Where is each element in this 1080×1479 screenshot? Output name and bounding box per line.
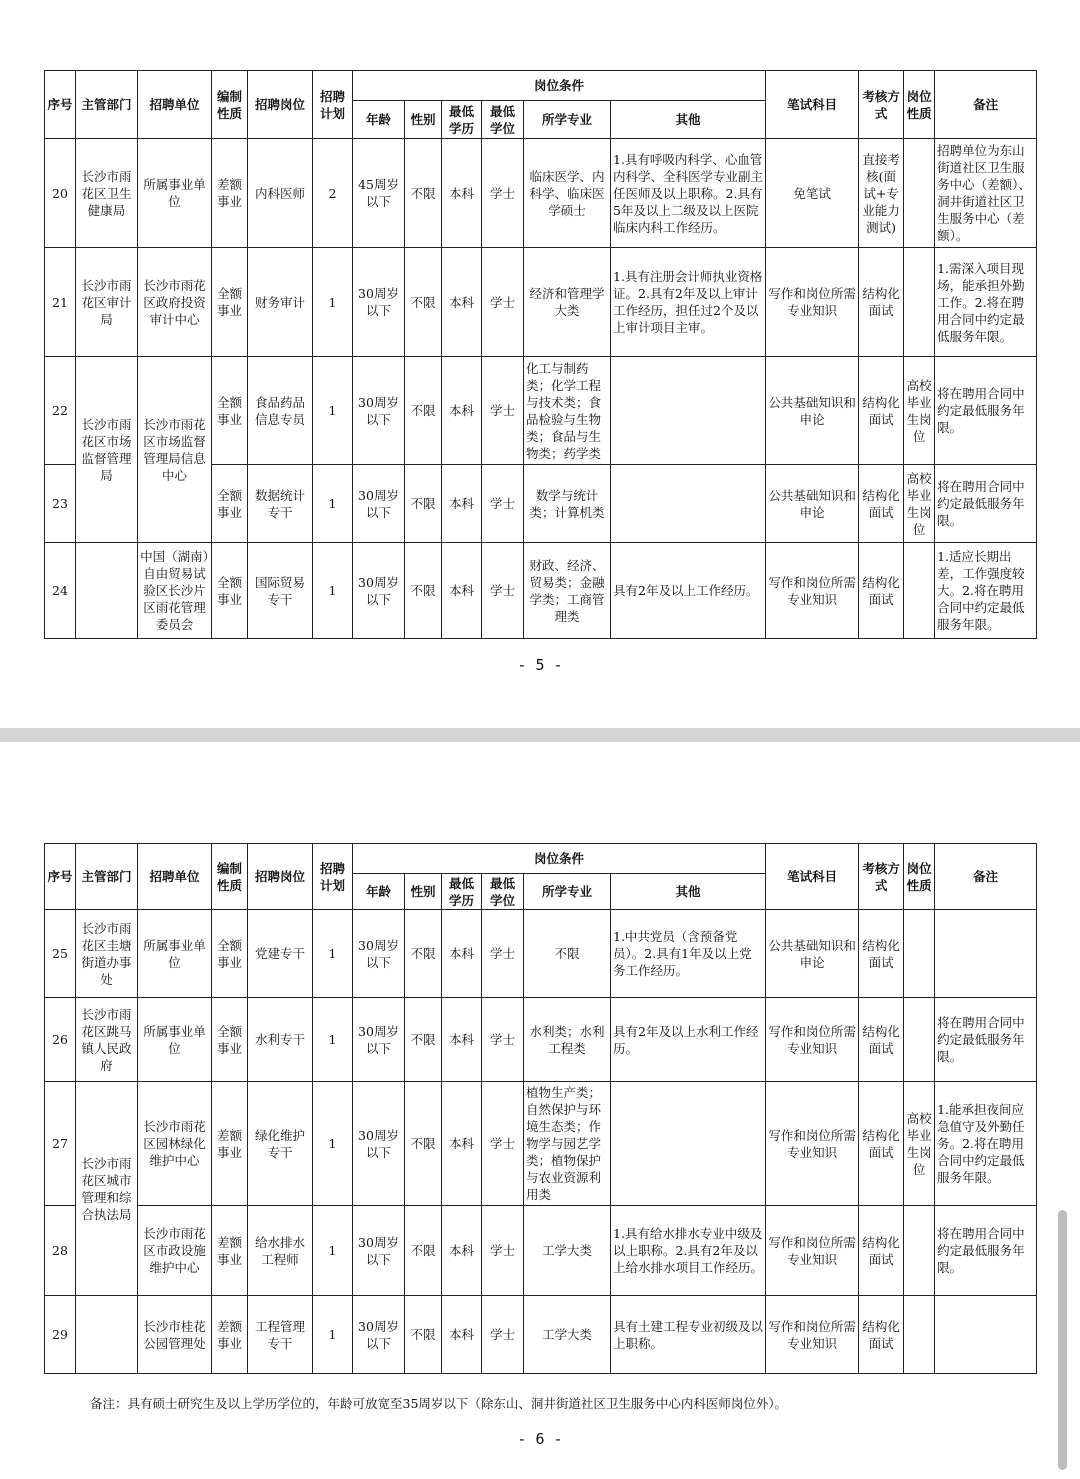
cell-unit: 长沙市雨花区园林绿化维护中心 (138, 1082, 212, 1206)
cell-nature: 差额事业 (212, 1206, 248, 1296)
cell-plan: 1 (313, 357, 353, 465)
cell-age: 30周岁以下 (353, 998, 405, 1082)
cell-remark (935, 1296, 1037, 1374)
cell-remark: 1.需深入项目现场，能承担外勤工作。2.将在聘用合同中约定最低服务年限。 (935, 248, 1037, 357)
header-remark: 备注 (935, 844, 1037, 910)
header-gender: 性别 (405, 101, 442, 139)
cell-postnature (904, 1296, 935, 1374)
page-number: - 5 - (517, 656, 563, 674)
cell-postnature (904, 139, 935, 248)
header-unit: 招聘单位 (138, 844, 212, 910)
header-age: 年龄 (353, 101, 405, 139)
cell-seq: 28 (45, 1206, 76, 1296)
cell-edu: 本科 (442, 357, 482, 465)
cell-exam: 写作和岗位所需专业知识 (766, 1296, 859, 1374)
cell-assess: 结构化面试 (859, 1082, 904, 1206)
cell-other: 具有土建工程专业初级及以上职称。 (611, 1296, 766, 1374)
cell-seq: 26 (45, 998, 76, 1082)
cell-assess: 结构化面试 (859, 357, 904, 465)
header-post: 招聘岗位 (248, 71, 313, 139)
cell-unit: 所属事业单位 (138, 139, 212, 248)
cell-major: 临床医学、内科学、临床医学硕士 (524, 139, 611, 248)
cell-other (611, 1082, 766, 1206)
header-assess: 考核方式 (859, 71, 904, 139)
header-degree: 最低学位 (482, 101, 524, 139)
cell-nature: 全额事业 (212, 543, 248, 639)
cell-seq: 22 (45, 357, 76, 465)
cell-seq: 25 (45, 910, 76, 998)
cell-age: 30周岁以下 (353, 1082, 405, 1206)
cell-edu: 本科 (442, 543, 482, 639)
scrollbar-thumb[interactable] (1058, 1210, 1067, 1470)
header-conditions: 岗位条件 (353, 844, 766, 874)
cell-other: 1.具有呼吸内科学、心血管内科学、全科医学专业副主任医师及以上职称。2.具有5年及以上二级及以上医院临床内科工作经历。 (611, 139, 766, 248)
cell-assess: 结构化面试 (859, 465, 904, 543)
cell-dept: 长沙市雨花区卫生健康局 (76, 139, 138, 248)
cell-nature: 差额事业 (212, 1296, 248, 1374)
cell-age: 30周岁以下 (353, 543, 405, 639)
cell-gender: 不限 (405, 1206, 442, 1296)
cell-nature: 全额事业 (212, 998, 248, 1082)
cell-dept (76, 543, 138, 639)
cell-gender: 不限 (405, 465, 442, 543)
cell-exam: 写作和岗位所需专业知识 (766, 1082, 859, 1206)
cell-degree: 学士 (482, 1082, 524, 1206)
cell-other: 1.具有给水排水专业中级及以上职称。2.具有2年及以上给水排水项目工作经历。 (611, 1206, 766, 1296)
cell-exam: 写作和岗位所需专业知识 (766, 543, 859, 639)
cell-gender: 不限 (405, 1082, 442, 1206)
cell-other: 1.中共党员（含预备党员）。2.具有1年及以上党务工作经历。 (611, 910, 766, 998)
cell-unit: 长沙市雨花区市场监督管理局信息中心 (138, 357, 212, 543)
cell-remark: 1.能承担夜间应急值守及外勤任务。2.将在聘用合同中约定最低服务年限。 (935, 1082, 1037, 1206)
cell-edu: 本科 (442, 1082, 482, 1206)
cell-gender: 不限 (405, 248, 442, 357)
cell-other: 1.具有注册会计师执业资格证。2.具有2年及以上审计工作经历，担任过2个及以上审计项目主审。 (611, 248, 766, 357)
header-dept: 主管部门 (76, 71, 138, 139)
header-exam: 笔试科目 (766, 71, 859, 139)
cell-exam: 公共基础知识和申论 (766, 357, 859, 465)
header-major: 所学专业 (524, 874, 611, 910)
cell-seq: 23 (45, 465, 76, 543)
page-number: - 6 - (517, 1430, 563, 1448)
cell-major: 数学与统计类；计算机类 (524, 465, 611, 543)
header-gender: 性别 (405, 874, 442, 910)
cell-exam: 公共基础知识和申论 (766, 465, 859, 543)
cell-dept: 长沙市雨花区圭塘街道办事处 (76, 910, 138, 998)
header-nature: 编制性质 (212, 844, 248, 910)
cell-nature: 全额事业 (212, 357, 248, 465)
cell-degree: 学士 (482, 465, 524, 543)
cell-postnature (904, 248, 935, 357)
cell-degree: 学士 (482, 1206, 524, 1296)
cell-unit: 长沙市雨花区市政设施维护中心 (138, 1206, 212, 1296)
cell-plan: 1 (313, 543, 353, 639)
table-row (45, 1082, 1037, 1206)
cell-age: 30周岁以下 (353, 1206, 405, 1296)
cell-exam: 写作和岗位所需专业知识 (766, 1206, 859, 1296)
cell-degree: 学士 (482, 543, 524, 639)
cell-other (611, 465, 766, 543)
cell-gender: 不限 (405, 139, 442, 248)
header-post: 招聘岗位 (248, 844, 313, 910)
cell-major: 经济和管理学大类 (524, 248, 611, 357)
header-dept: 主管部门 (76, 844, 138, 910)
cell-age: 30周岁以下 (353, 910, 405, 998)
cell-post: 数据统计专干 (248, 465, 313, 543)
header-nature: 编制性质 (212, 71, 248, 139)
header-postnature: 岗位性质 (904, 71, 935, 139)
cell-seq: 24 (45, 543, 76, 639)
cell-degree: 学士 (482, 998, 524, 1082)
table-row (45, 248, 1037, 357)
cell-edu: 本科 (442, 139, 482, 248)
cell-degree: 学士 (482, 357, 524, 465)
cell-major: 植物生产类；自然保护与环境生态类；作物学与园艺学类；植物保护与农业资源利用类 (524, 1082, 611, 1206)
cell-unit: 中国（湖南）自由贸易试验区长沙片区雨花管理委员会 (138, 543, 212, 639)
cell-unit: 长沙市雨花区政府投资审计中心 (138, 248, 212, 357)
header-edu: 最低学历 (442, 101, 482, 139)
cell-postnature: 高校毕业生岗位 (904, 465, 935, 543)
cell-post: 党建专干 (248, 910, 313, 998)
header-exam: 笔试科目 (766, 844, 859, 910)
header-plan: 招聘计划 (313, 844, 353, 910)
cell-assess: 结构化面试 (859, 1296, 904, 1374)
header-postnature: 岗位性质 (904, 844, 935, 910)
cell-plan: 1 (313, 998, 353, 1082)
table-row (45, 357, 1037, 465)
cell-plan: 1 (313, 465, 353, 543)
cell-gender: 不限 (405, 543, 442, 639)
cell-assess: 结构化面试 (859, 248, 904, 357)
cell-exam: 写作和岗位所需专业知识 (766, 248, 859, 357)
cell-degree: 学士 (482, 1296, 524, 1374)
header-remark: 备注 (935, 71, 1037, 139)
cell-postnature: 高校毕业生岗位 (904, 357, 935, 465)
cell-unit: 长沙市桂花公园管理处 (138, 1296, 212, 1374)
cell-plan: 1 (313, 248, 353, 357)
cell-post: 内科医师 (248, 139, 313, 248)
cell-unit: 所属事业单位 (138, 998, 212, 1082)
cell-exam: 免笔试 (766, 139, 859, 248)
table-row (45, 543, 1037, 639)
header-other: 其他 (611, 874, 766, 910)
cell-edu: 本科 (442, 248, 482, 357)
cell-age: 30周岁以下 (353, 1296, 405, 1374)
cell-postnature (904, 1206, 935, 1296)
cell-edu: 本科 (442, 465, 482, 543)
cell-nature: 差额事业 (212, 139, 248, 248)
cell-post: 给水排水工程师 (248, 1206, 313, 1296)
cell-other: 具有2年及以上工作经历。 (611, 543, 766, 639)
cell-remark: 将在聘用合同中约定最低服务年限。 (935, 357, 1037, 465)
cell-gender: 不限 (405, 357, 442, 465)
cell-nature: 全额事业 (212, 465, 248, 543)
cell-plan: 1 (313, 1296, 353, 1374)
cell-plan: 1 (313, 1082, 353, 1206)
header-unit: 招聘单位 (138, 71, 212, 139)
cell-nature: 全额事业 (212, 248, 248, 357)
cell-major: 财政、经济、贸易类；金融学类；工商管理类 (524, 543, 611, 639)
cell-major: 不限 (524, 910, 611, 998)
cell-other (611, 357, 766, 465)
cell-post: 工程管理专干 (248, 1296, 313, 1374)
cell-post: 绿化维护专干 (248, 1082, 313, 1206)
cell-nature: 差额事业 (212, 1082, 248, 1206)
cell-postnature (904, 998, 935, 1082)
cell-postnature (904, 543, 935, 639)
footnote: 备注：具有硕士研究生及以上学历学位的，年龄可放宽至35周岁以下（除东山、洞井街道社区卫生服务中心内科医师岗位外）。 (90, 1396, 788, 1411)
table-row (45, 1206, 1037, 1296)
cell-gender: 不限 (405, 1296, 442, 1374)
document-page-5 (0, 0, 1080, 728)
header-degree: 最低学位 (482, 874, 524, 910)
cell-degree: 学士 (482, 139, 524, 248)
cell-gender: 不限 (405, 998, 442, 1082)
cell-plan: 2 (313, 139, 353, 248)
cell-major: 水利类；水利工程类 (524, 998, 611, 1082)
cell-degree: 学士 (482, 910, 524, 998)
cell-dept: 长沙市雨花区城市管理和综合执法局 (76, 1082, 138, 1296)
cell-post: 国际贸易专干 (248, 543, 313, 639)
cell-remark: 1.适应长期出差，工作强度较大。2.将在聘用合同中约定最低服务年限。 (935, 543, 1037, 639)
cell-edu: 本科 (442, 910, 482, 998)
header-seq: 序号 (45, 71, 76, 139)
cell-assess: 直接考核(面试+专业能力测试) (859, 139, 904, 248)
cell-assess: 结构化面试 (859, 910, 904, 998)
cell-dept: 长沙市雨花区跳马镇人民政府 (76, 998, 138, 1082)
cell-post: 水利专干 (248, 998, 313, 1082)
cell-unit: 所属事业单位 (138, 910, 212, 998)
cell-assess: 结构化面试 (859, 543, 904, 639)
cell-remark (935, 910, 1037, 998)
cell-edu: 本科 (442, 998, 482, 1082)
cell-exam: 公共基础知识和申论 (766, 910, 859, 998)
header-assess: 考核方式 (859, 844, 904, 910)
header-conditions: 岗位条件 (353, 71, 766, 101)
table-row (45, 1296, 1037, 1374)
cell-other: 具有2年及以上水利工作经历。 (611, 998, 766, 1082)
page-separator (0, 728, 1080, 742)
cell-seq: 27 (45, 1082, 76, 1206)
cell-assess: 结构化面试 (859, 998, 904, 1082)
header-edu: 最低学历 (442, 874, 482, 910)
cell-assess: 结构化面试 (859, 1206, 904, 1296)
header-major: 所学专业 (524, 101, 611, 139)
cell-plan: 1 (313, 910, 353, 998)
table-row (45, 139, 1037, 248)
cell-age: 30周岁以下 (353, 465, 405, 543)
cell-age: 45周岁以下 (353, 139, 405, 248)
cell-age: 30周岁以下 (353, 248, 405, 357)
cell-dept (76, 1296, 138, 1374)
header-plan: 招聘计划 (313, 71, 353, 139)
cell-post: 财务审计 (248, 248, 313, 357)
cell-dept: 长沙市雨花区市场监督管理局 (76, 357, 138, 543)
cell-remark: 将在聘用合同中约定最低服务年限。 (935, 1206, 1037, 1296)
cell-postnature (904, 910, 935, 998)
cell-major: 工学大类 (524, 1296, 611, 1374)
cell-seq: 21 (45, 248, 76, 357)
cell-plan: 1 (313, 1206, 353, 1296)
cell-edu: 本科 (442, 1296, 482, 1374)
cell-major: 化工与制药类；化学工程与技术类；食品检验与生物类；食品与生物类；药学类 (524, 357, 611, 465)
cell-remark: 将在聘用合同中约定最低服务年限。 (935, 465, 1037, 543)
cell-postnature: 高校毕业生岗位 (904, 1082, 935, 1206)
cell-edu: 本科 (442, 1206, 482, 1296)
header-seq: 序号 (45, 844, 76, 910)
cell-exam: 写作和岗位所需专业知识 (766, 998, 859, 1082)
cell-degree: 学士 (482, 248, 524, 357)
cell-remark: 将在聘用合同中约定最低服务年限。 (935, 998, 1037, 1082)
header-other: 其他 (611, 101, 766, 139)
cell-major: 工学大类 (524, 1206, 611, 1296)
cell-seq: 29 (45, 1296, 76, 1374)
table-row (45, 910, 1037, 998)
cell-remark: 招聘单位为东山街道社区卫生服务中心（差额）、洞井街道社区卫生服务中心（差额）。 (935, 139, 1037, 248)
recruitment-table-page-5 (44, 70, 1037, 639)
cell-seq: 20 (45, 139, 76, 248)
cell-nature: 全额事业 (212, 910, 248, 998)
header-age: 年龄 (353, 874, 405, 910)
table-row (45, 998, 1037, 1082)
cell-post: 食品药品信息专员 (248, 357, 313, 465)
cell-dept: 长沙市雨花区审计局 (76, 248, 138, 357)
cell-age: 30周岁以下 (353, 357, 405, 465)
cell-gender: 不限 (405, 910, 442, 998)
recruitment-table-page-6 (44, 843, 1037, 1374)
